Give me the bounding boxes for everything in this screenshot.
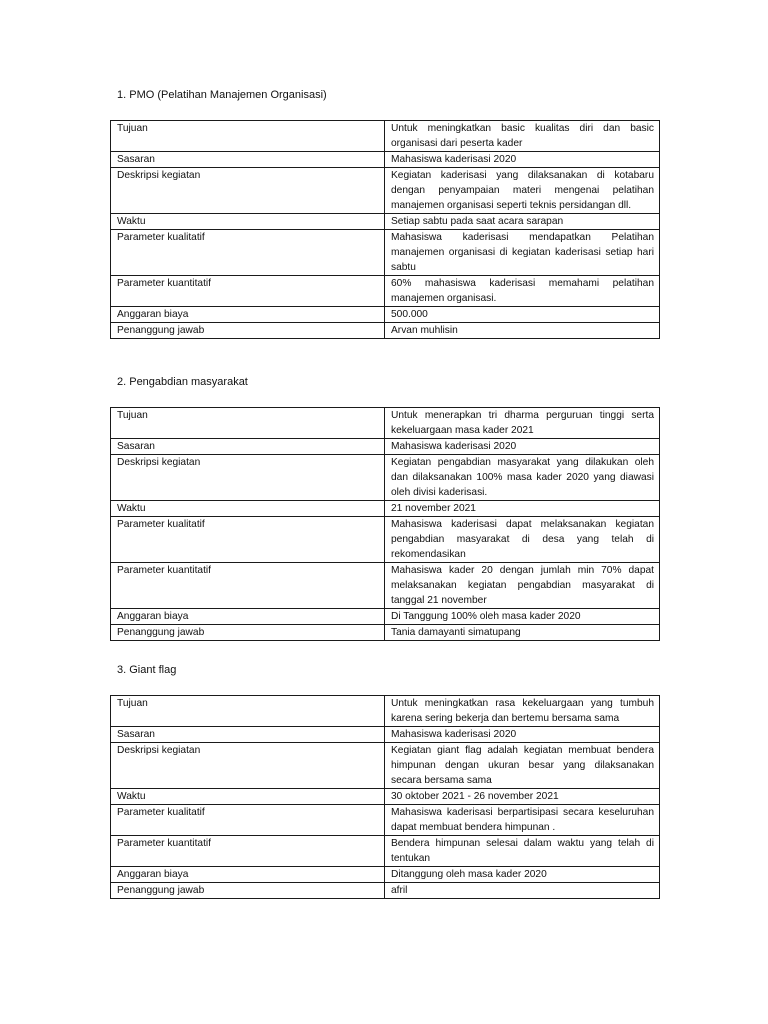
table-row xyxy=(111,563,660,609)
row-label: Parameter kuantitatif xyxy=(111,276,385,307)
row-value: Setiap sabtu pada saat acara sarapan xyxy=(385,214,660,230)
program-table xyxy=(110,695,660,899)
table-row xyxy=(111,168,660,214)
row-value: 60% mahasiswa kaderisasi memahami pelatihan manajemen organisasi. xyxy=(385,276,660,307)
table-row xyxy=(111,696,660,727)
row-value: afril xyxy=(385,883,660,899)
section-title: 3. Giant flag xyxy=(117,664,177,676)
row-value: Mahasiswa kaderisasi mendapatkan Pelatihan manajemen organisasi di kegiatan kaderisasi setiap hari sabtu xyxy=(385,230,660,276)
row-value: Mahasiswa kaderisasi 2020 xyxy=(385,439,660,455)
row-value: 500.000 xyxy=(385,307,660,323)
table-row xyxy=(111,517,660,563)
section-pengabdian-masyarakat xyxy=(110,375,659,641)
table-row xyxy=(111,501,660,517)
row-label: Penanggung jawab xyxy=(111,625,385,641)
table-row xyxy=(111,727,660,743)
table-row xyxy=(111,152,660,168)
row-label: Anggaran biaya xyxy=(111,867,385,883)
row-value: 21 november 2021 xyxy=(385,501,660,517)
row-value: Mahasiswa kaderisasi dapat melaksanakan kegiatan pengabdian masyarakat di desa yang telah di rekomendasikan xyxy=(385,517,660,563)
row-label: Anggaran biaya xyxy=(111,609,385,625)
row-label: Parameter kuantitatif xyxy=(111,563,385,609)
row-label: Tujuan xyxy=(111,121,385,152)
row-label: Waktu xyxy=(111,501,385,517)
row-value: Kegiatan pengabdian masyarakat yang dilakukan oleh dan dilaksanakan 100% masa kader 2020 yang diawasi oleh divisi kaderisasi. xyxy=(385,455,660,501)
row-value: Tania damayanti simatupang xyxy=(385,625,660,641)
row-value: Untuk meningkatkan basic kualitas diri dan basic organisasi dari peserta kader xyxy=(385,121,660,152)
row-value: Mahasiswa kader 20 dengan jumlah min 70% dapat melaksanakan kegiatan pengabdian masyarakat di tanggal 21 november xyxy=(385,563,660,609)
section-title: 1. PMO (Pelatihan Manajemen Organisasi) xyxy=(117,89,327,101)
row-value: Mahasiswa kaderisasi 2020 xyxy=(385,727,660,743)
table-row xyxy=(111,214,660,230)
section-title: 2. Pengabdian masyarakat xyxy=(117,376,248,388)
row-label: Penanggung jawab xyxy=(111,323,385,339)
table-row xyxy=(111,323,660,339)
table-row xyxy=(111,121,660,152)
row-value: Arvan muhlisin xyxy=(385,323,660,339)
program-table xyxy=(110,120,660,339)
row-label: Deskripsi kegiatan xyxy=(111,455,385,501)
row-label: Waktu xyxy=(111,214,385,230)
row-label: Parameter kualitatif xyxy=(111,805,385,836)
table-row xyxy=(111,307,660,323)
table-row xyxy=(111,609,660,625)
row-label: Parameter kualitatif xyxy=(111,517,385,563)
row-label: Deskripsi kegiatan xyxy=(111,168,385,214)
table-row xyxy=(111,230,660,276)
program-table xyxy=(110,407,660,641)
table-row xyxy=(111,789,660,805)
row-value: Mahasiswa kaderisasi 2020 xyxy=(385,152,660,168)
table-row xyxy=(111,439,660,455)
row-value: Mahasiswa kaderisasi berpartisipasi secara keseluruhan dapat membuat bendera himpunan . xyxy=(385,805,660,836)
row-label: Waktu xyxy=(111,789,385,805)
row-label: Anggaran biaya xyxy=(111,307,385,323)
row-label: Sasaran xyxy=(111,727,385,743)
section-giant-flag xyxy=(110,663,659,899)
row-value: Bendera himpunan selesai dalam waktu yang telah di tentukan xyxy=(385,836,660,867)
row-value: Ditanggung oleh masa kader 2020 xyxy=(385,867,660,883)
row-value: Kegiatan kaderisasi yang dilaksanakan di kotabaru dengan penyampaian materi mengenai pelatihan manajemen organisasi seperti teknis persidangan dll. xyxy=(385,168,660,214)
row-value: Di Tanggung 100% oleh masa kader 2020 xyxy=(385,609,660,625)
row-value: Untuk meningkatkan rasa kekeluargaan yang tumbuh karena sering bekerja dan bertemu bersama sama xyxy=(385,696,660,727)
row-value: Kegiatan giant flag adalah kegiatan membuat bendera himpunan dengan ukuran besar yang dilaksanakan secara bersama sama xyxy=(385,743,660,789)
table-row xyxy=(111,408,660,439)
row-label: Parameter kualitatif xyxy=(111,230,385,276)
section-pmo xyxy=(110,88,659,339)
table-row xyxy=(111,883,660,899)
table-row xyxy=(111,455,660,501)
row-value: Untuk menerapkan tri dharma perguruan tinggi serta kekeluargaan masa kader 2021 xyxy=(385,408,660,439)
table-row xyxy=(111,836,660,867)
table-row xyxy=(111,276,660,307)
row-label: Tujuan xyxy=(111,696,385,727)
row-label: Sasaran xyxy=(111,152,385,168)
table-row xyxy=(111,743,660,789)
row-value: 30 oktober 2021 - 26 november 2021 xyxy=(385,789,660,805)
table-row xyxy=(111,625,660,641)
table-row xyxy=(111,867,660,883)
table-row xyxy=(111,805,660,836)
row-label: Penanggung jawab xyxy=(111,883,385,899)
row-label: Tujuan xyxy=(111,408,385,439)
row-label: Parameter kuantitatif xyxy=(111,836,385,867)
row-label: Deskripsi kegiatan xyxy=(111,743,385,789)
row-label: Sasaran xyxy=(111,439,385,455)
